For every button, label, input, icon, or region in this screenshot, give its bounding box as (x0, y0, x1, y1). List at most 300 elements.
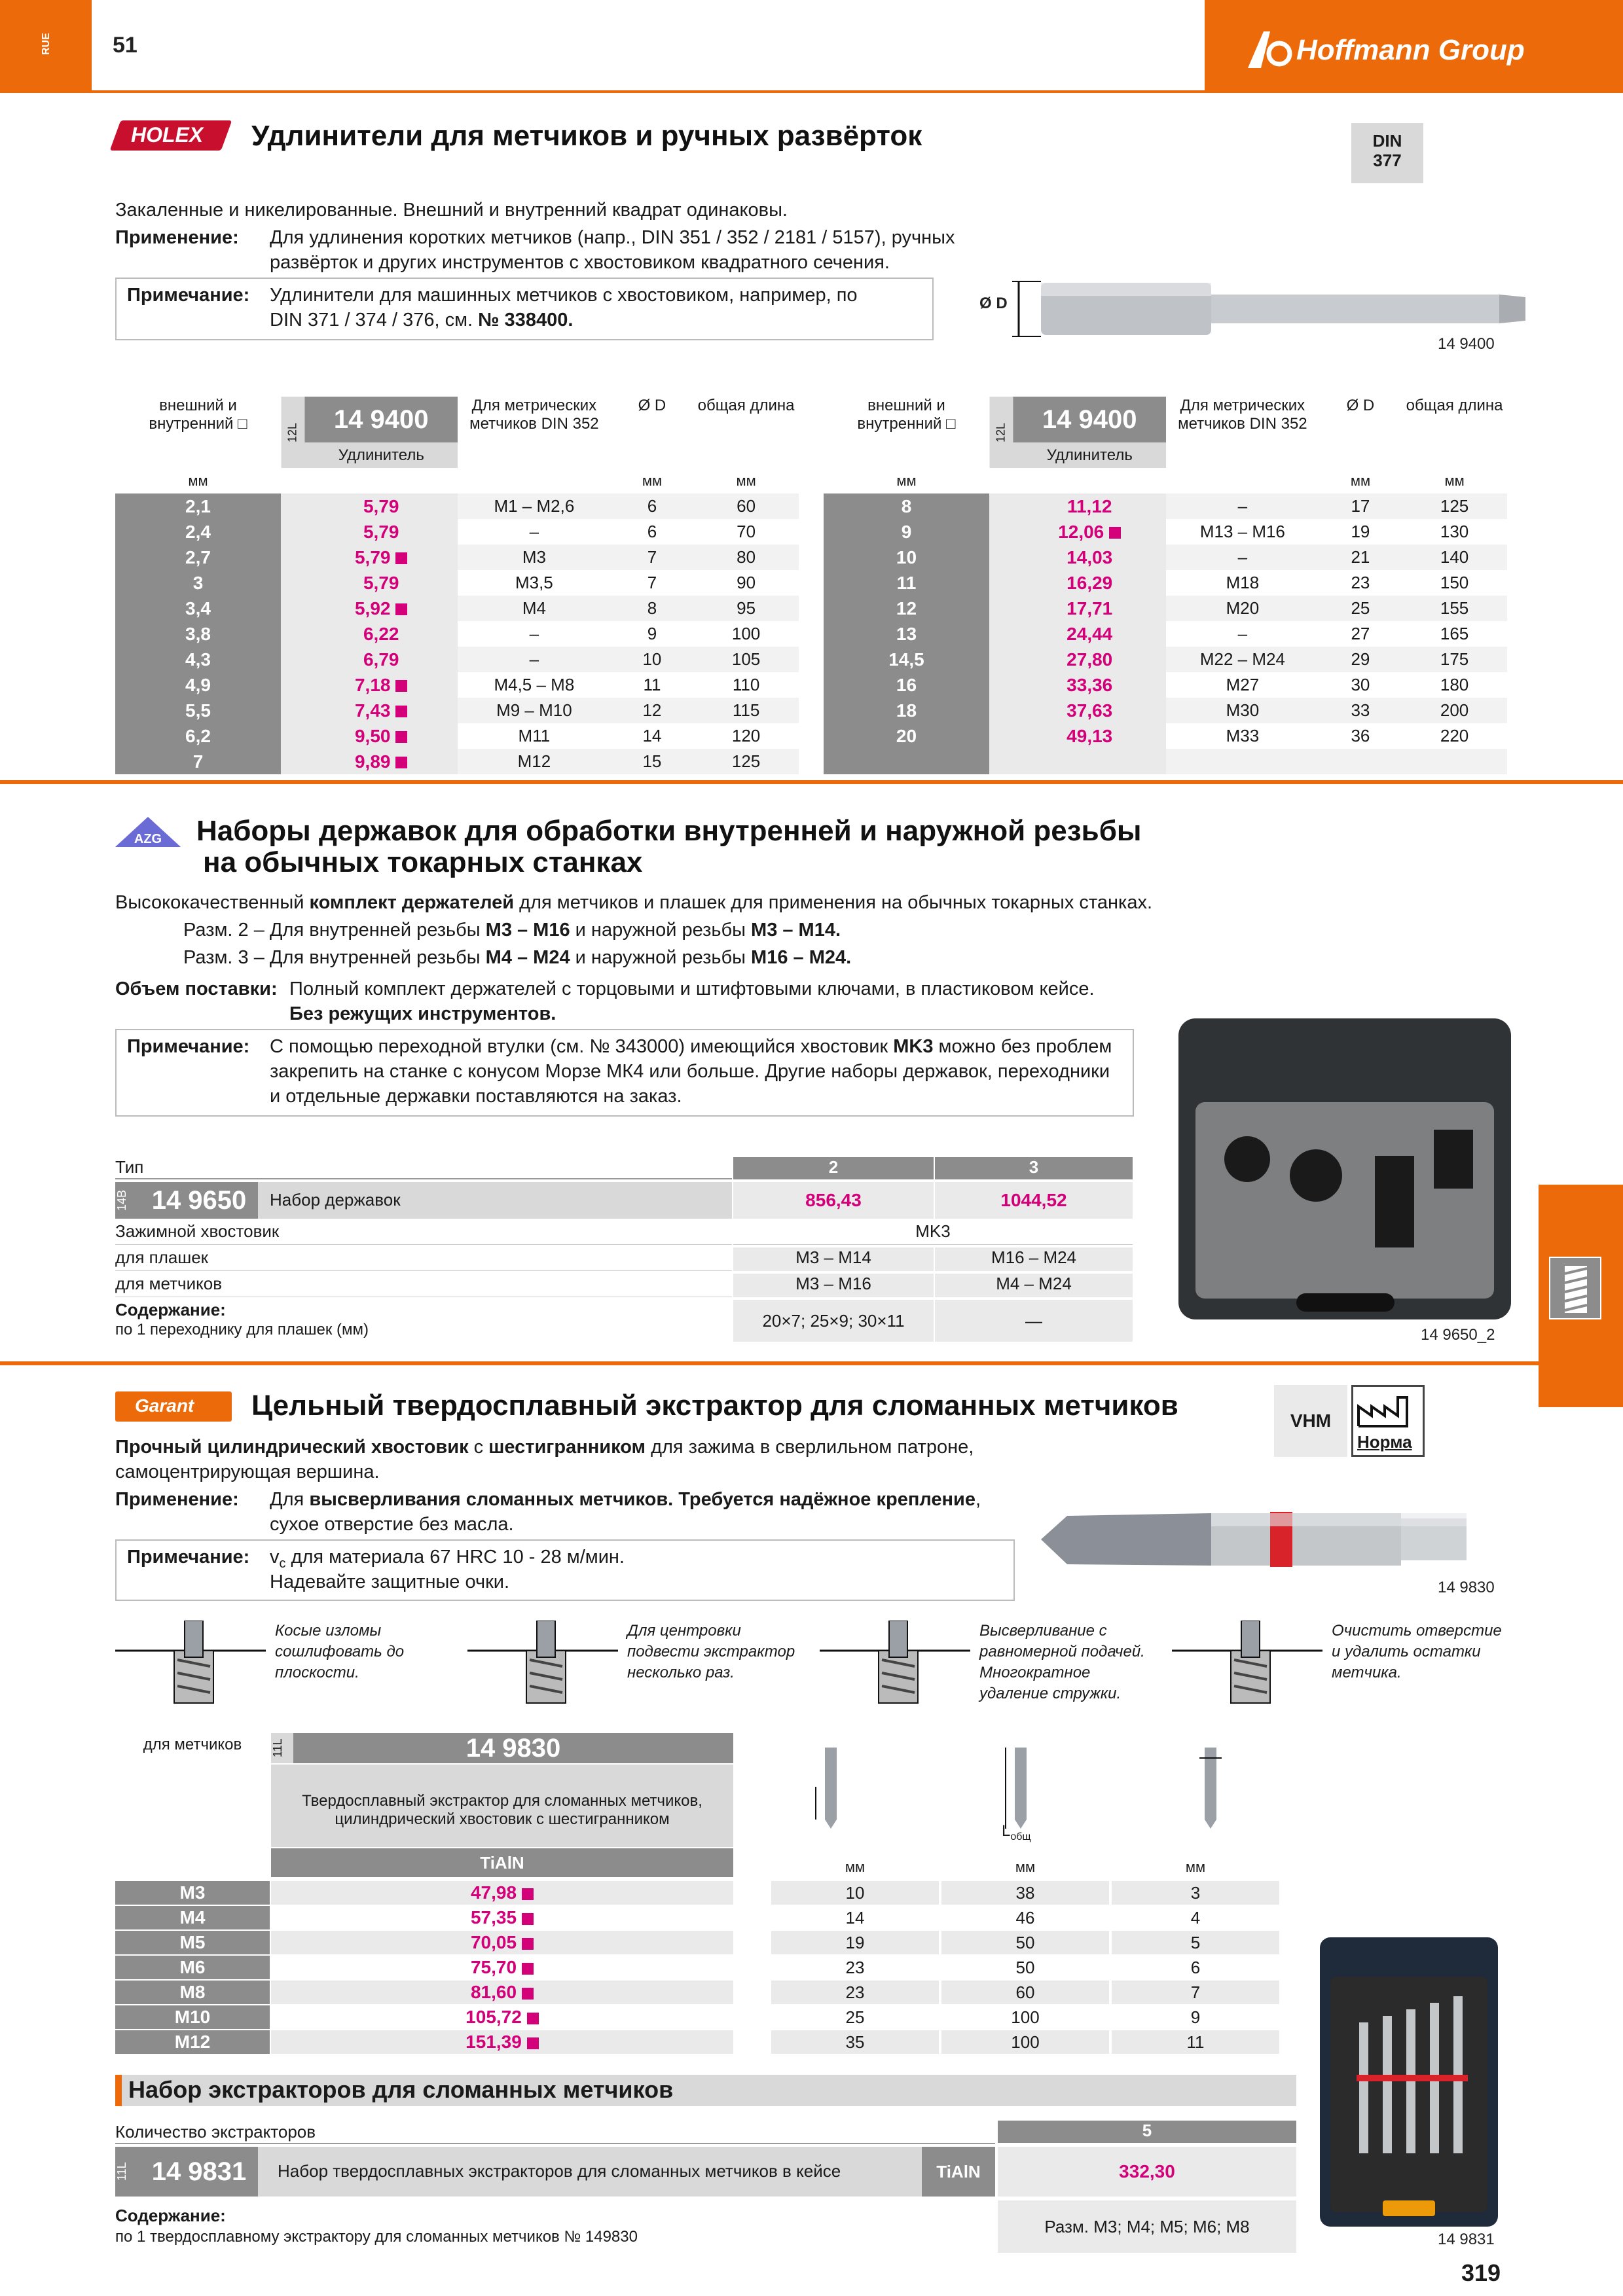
price-value: 81,60 (470, 1982, 517, 2002)
price-cell (1013, 672, 1166, 698)
dim-cell: 100 (941, 2005, 1109, 2029)
din-label: DIN (1372, 131, 1402, 151)
vhm-badge: VHM (1274, 1385, 1347, 1457)
size-cell: M12 (115, 2030, 270, 2054)
stock-mark-icon (395, 757, 407, 768)
d-cell: 36 (1351, 726, 1370, 745)
dim-cell: 9 (1112, 2005, 1279, 2029)
extractor-image-caption: 14 9830 (1438, 1579, 1495, 1596)
process-step-text: Для центровки подвести экстрактор несколько раз. (627, 1622, 795, 1681)
extension-image-caption: 14 9400 (1438, 335, 1495, 353)
price-cell (304, 570, 458, 596)
section1-application-text: Для удлинения коротких метчиков (напр., DIN 351 / 352 / 2181 / 5157), ручных развёрток и других инструментов с хвостовиком квадратного сечения. (270, 227, 955, 273)
unit: мм (736, 472, 756, 489)
stock-mark-icon (527, 2037, 539, 2049)
metric-cell: M33 (1226, 726, 1260, 745)
norm-badge (1351, 1385, 1425, 1457)
size-cell: 3 (115, 570, 281, 596)
unit: мм (188, 472, 208, 489)
table-row (115, 698, 799, 723)
price-value: 5,79 (363, 495, 399, 516)
section2-size3: Разм. 3 – Для внутренней резьбы M4 – M24 и наружной резьбы M16 – M24. (183, 947, 852, 968)
type-2: 2 (733, 1157, 934, 1179)
size-cell: 7 (115, 749, 281, 774)
drill-length-icon (1000, 1741, 1040, 1833)
table-row (824, 519, 1507, 545)
size-cell: 13 (824, 621, 989, 647)
dim-cell: 23 (771, 1956, 939, 1979)
l-total-label: $L_{общ}$ (1002, 1822, 1031, 1842)
metric-cell: M11 (518, 726, 551, 745)
col-size-header: внешний и внутренний □ (857, 397, 956, 433)
size-cell: 2,7 (115, 545, 281, 570)
col-article-header: 14 9400 (1013, 397, 1166, 442)
d-cell: 7 (647, 573, 657, 592)
d-cell: 33 (1319, 698, 1402, 723)
shank-label: Зажимной хвостовик (115, 1221, 732, 1245)
stock-mark-icon (1109, 527, 1121, 539)
col-metric-header: Для метрических метчиков DIN 352 (469, 397, 599, 433)
section3-desc-line2: самоцентрирующая вершина. (115, 1462, 380, 1482)
size-cell: 11 (824, 570, 989, 596)
price-cell (304, 647, 458, 672)
svg-text:AZG: AZG (134, 832, 162, 846)
table-row (824, 723, 1507, 749)
holder-table (115, 1157, 1133, 1342)
price-value: 49,13 (1067, 725, 1113, 746)
col-pack-header: 12L (989, 397, 1013, 468)
len-cell: 110 (732, 675, 760, 694)
section-divider (0, 1361, 1623, 1365)
len-cell: 130 (1440, 522, 1469, 541)
metric-cell: M12 (458, 749, 611, 774)
dim-cell: 50 (941, 1956, 1109, 1979)
price-value: 5,79 (363, 521, 399, 542)
price-cell (1013, 723, 1166, 749)
section1-note-label: Примечание: (127, 285, 250, 306)
col-metric-header: Для метрических метчиков DIN 352 (1178, 397, 1307, 433)
table-row (115, 749, 799, 774)
extractor-set-image-caption: 14 9831 (1438, 2231, 1495, 2248)
holex-logo-text: HOLEX (131, 123, 204, 147)
price-cell (1013, 493, 1166, 519)
hoffmann-logo-icon (1248, 31, 1294, 68)
pack-cell (281, 545, 304, 570)
metric-cell: M3 (458, 545, 611, 570)
size-cell: 8 (824, 493, 989, 519)
price-value: 75,70 (470, 1957, 517, 1977)
pack-cell (989, 570, 1013, 596)
len-cell: 200 (1402, 698, 1507, 723)
price-value: 6,22 (363, 623, 399, 644)
metric-cell: – (458, 647, 611, 672)
price-cell (304, 672, 458, 698)
unit: мм (642, 472, 663, 489)
qty-label: Количество экстракторов (115, 2122, 995, 2144)
d-cell: 15 (611, 749, 693, 774)
table-row (824, 698, 1507, 723)
article-desc: Твердосплавный экстрактор для сломанных метчиков, цилиндрический хвостовик с шестигранником (271, 1765, 733, 1847)
price-cell (271, 2005, 733, 2029)
section1-desc: Закаленные и никелированные. Внешний и внутренний квадрат одинаковы. (115, 200, 788, 221)
size-cell: 6,2 (115, 723, 281, 749)
table-row (824, 493, 1507, 519)
price-value: 6,79 (363, 649, 399, 670)
price-value: 24,44 (1067, 623, 1113, 644)
d-cell: 11 (643, 675, 661, 694)
metric-cell: M4 (458, 596, 611, 621)
metric-cell: M20 (1166, 596, 1319, 621)
price-value: 7,43 (354, 700, 391, 721)
pack-cell (281, 672, 304, 698)
metric-cell: M9 – M10 (458, 698, 611, 723)
extension-table-right (824, 397, 1507, 774)
section2-scope-bold: Без режущих инструментов. (289, 1003, 556, 1024)
pack-cell (989, 596, 1013, 621)
size-cell: 16 (824, 672, 989, 698)
unit: мм (1015, 1859, 1036, 1875)
stock-mark-icon (395, 731, 407, 743)
len-cell: 155 (1402, 596, 1507, 621)
unit: мм (896, 472, 917, 489)
col-article-sub: Удлинитель (304, 442, 458, 468)
type-label: Тип (115, 1157, 144, 1177)
metric-cell: M1 – M2,6 (458, 493, 611, 519)
pack-cell (989, 545, 1013, 570)
d-cell: 27 (1351, 624, 1370, 643)
price-cell (271, 1906, 733, 1929)
section2-size2: Разм. 2 – Для внутренней резьбы M3 – M16 и наружной резьбы M3 – M14. (183, 920, 841, 941)
col-len-header: общая длина (697, 397, 795, 414)
price-cell (271, 2030, 733, 2054)
d-cell: 6 (611, 493, 693, 519)
coating-header: TiAlN (271, 1848, 733, 1877)
size-cell: 20 (824, 723, 989, 749)
size-cell: M10 (115, 2005, 270, 2029)
section4-orange-mark (115, 2075, 122, 2106)
size-cell: M4 (115, 1906, 270, 1929)
pack-cell (989, 647, 1013, 672)
section1-note-ref: № 338400. (478, 310, 574, 331)
pack-code: 11L (115, 2147, 140, 2197)
price-cell (304, 698, 458, 723)
price-cell (1013, 621, 1166, 647)
price-cell (1013, 749, 1166, 774)
metric-cell: M18 (1226, 573, 1260, 592)
metric-cell: M13 – M16 (1199, 522, 1285, 541)
type-3: 3 (935, 1157, 1133, 1179)
pack-cell (281, 493, 304, 519)
size-cell: M3 (115, 1881, 270, 1905)
table-row (824, 647, 1507, 672)
pack-cell (989, 672, 1013, 698)
size-cell: 3,4 (115, 596, 281, 621)
size-cell (824, 749, 989, 774)
taps-label: для метчиков (115, 1274, 732, 1297)
extension-d-label: Ø D (979, 295, 1008, 312)
price-value: 9,50 (354, 725, 391, 746)
unit: мм (845, 1859, 866, 1875)
pack-code: 14B (115, 1182, 140, 1219)
price-3: 1044,52 (935, 1182, 1133, 1219)
dim-cell: 3 (1112, 1881, 1279, 1905)
table-row (824, 672, 1507, 698)
table-row (824, 545, 1507, 570)
table-row (824, 596, 1507, 621)
dim-cell: 7 (1112, 1981, 1279, 2004)
section2-scope-text: Полный комплект держателей с торцовыми и штифтовыми ключами, в пластиковом кейсе. (289, 978, 1095, 999)
size-cell: 5,5 (115, 698, 281, 723)
dim-cell: 35 (771, 2030, 939, 2054)
coating: TiAlN (922, 2147, 995, 2197)
unit: мм (1350, 472, 1371, 489)
col-for-header: для метчиков (143, 1736, 242, 1753)
pack-cell (281, 749, 304, 774)
section3-note-label: Примечание: (127, 1547, 250, 1568)
article-number: 14 9830 (293, 1733, 733, 1763)
table-row (115, 621, 799, 647)
din-number: 377 (1373, 151, 1402, 170)
price-cell (304, 545, 458, 570)
price-2: 856,43 (733, 1182, 934, 1219)
len-cell: 105 (693, 647, 799, 672)
table-row (115, 647, 799, 672)
taps-3: M4 – M24 (935, 1274, 1133, 1297)
d-cell: 30 (1351, 675, 1370, 694)
d-cell: 9 (647, 624, 657, 643)
article-number: 14 9650 (140, 1182, 258, 1219)
brand-name: Hoffmann Group (1296, 34, 1525, 66)
content-2: 20×7; 25×9; 30×11 (733, 1300, 934, 1342)
metric-cell: – (529, 624, 539, 643)
price-cell (1013, 596, 1166, 621)
price-value: 17,71 (1067, 598, 1113, 619)
extension-table-left (115, 397, 799, 774)
stock-mark-icon (395, 706, 407, 717)
section3-application-text2: сухое отверстие без масла. (270, 1514, 514, 1535)
len-cell: 125 (693, 749, 799, 774)
stock-mark-icon (395, 552, 407, 564)
d-cell: 10 (611, 647, 693, 672)
price-cell (1013, 545, 1166, 570)
d-cell: 21 (1319, 545, 1402, 570)
article-number: 14 9831 (140, 2147, 258, 2197)
metric-cell: – (1166, 493, 1319, 519)
price-value: 5,79 (354, 547, 391, 567)
len-cell: 100 (731, 624, 761, 643)
d-cell: 23 (1351, 573, 1370, 592)
col-d-header: Ø D (1346, 397, 1375, 414)
dim-cell: 6 (1112, 1956, 1279, 1979)
pack-cell (281, 519, 304, 545)
section2-title-line1: Наборы державок для обработки внутренней и наружной резьбы (196, 815, 1142, 847)
metric-cell: – (1166, 545, 1319, 570)
price-cell (304, 723, 458, 749)
price-cell (304, 621, 458, 647)
price-cell (304, 493, 458, 519)
pack-cell (989, 749, 1013, 774)
article-name: Набор твердосплавных экстракторов для сломанных метчиков в кейсе (278, 2161, 841, 2181)
price-value: 16,29 (1067, 572, 1113, 593)
len-cell: 140 (1402, 545, 1507, 570)
section3-note-line1: $v_c$ для материала 67 HRC 10 - 28 м/мин. (270, 1547, 625, 1571)
content-sub: по 1 переходнику для плашек (мм) (115, 1321, 369, 1338)
process-step-text: Косые изломы сошлифовать до плоскости. (275, 1622, 405, 1681)
factory-icon (1353, 1392, 1423, 1431)
size-cell: M8 (115, 1981, 270, 2004)
metric-cell: – (529, 522, 539, 541)
content-label: Содержание: (115, 2206, 226, 2225)
price-value: 14,03 (1067, 547, 1113, 567)
table-row (115, 545, 799, 570)
d-cell: 6 (647, 522, 657, 541)
dim-cell: 25 (771, 2005, 939, 2029)
set-price: 332,30 (998, 2147, 1296, 2197)
price-value: 5,79 (363, 572, 399, 593)
din-badge (1351, 123, 1423, 183)
price-cell (1013, 519, 1166, 545)
dim-cell: 10 (771, 1881, 939, 1905)
extractor-image (1041, 1503, 1499, 1575)
len-cell: 175 (1402, 647, 1507, 672)
section3-note-line2: Надевайте защитные очки. (270, 1571, 510, 1592)
dim-cell: 38 (941, 1881, 1109, 1905)
section4-title: Набор экстракторов для сломанных метчиков (128, 2076, 674, 2103)
size-cell: M6 (115, 1956, 270, 1979)
len-cell (1402, 749, 1507, 774)
process-step-text: Высверливание с равномерной подачей. Многократное удаление стружки. (979, 1622, 1145, 1702)
extractor-set-case-image (1320, 1937, 1498, 2227)
d-cell: 12 (611, 698, 693, 723)
price-value: 47,98 (470, 1882, 517, 1903)
shank-diameter-icon (1190, 1741, 1230, 1833)
size-cell: M5 (115, 1931, 270, 1954)
price-value: 37,63 (1067, 700, 1113, 721)
pack-cell (281, 647, 304, 672)
pack-cell (281, 698, 304, 723)
set-table (115, 2121, 1296, 2288)
size-cell: 18 (824, 698, 989, 723)
pack-code: 11L (271, 1733, 293, 1763)
metric-cell (1166, 749, 1319, 774)
size-cell: 2,1 (115, 493, 281, 519)
dim-cell: 4 (1112, 1906, 1279, 1929)
pack-cell (281, 621, 304, 647)
metric-cell: M4,5 – M8 (494, 675, 575, 694)
size-cell: 4,9 (115, 672, 281, 698)
price-cell (304, 519, 458, 545)
content-label: Содержание: (115, 1300, 226, 1319)
pack-cell (989, 519, 1013, 545)
dim-cell: 100 (941, 2030, 1109, 2054)
col-article-header: 14 9400 (304, 397, 458, 442)
table-row (824, 621, 1507, 647)
section3-application-label: Применение: (115, 1489, 239, 1510)
dim-cell: 50 (941, 1931, 1109, 1954)
metric-cell: M3,5 (515, 573, 553, 592)
price-cell (271, 1881, 733, 1905)
price-cell (1013, 570, 1166, 596)
unit: мм (1444, 472, 1465, 489)
section3-desc-line1: Прочный цилиндрический хвостовик с шестигранником для зажима в сверлильном патроне, (115, 1437, 974, 1458)
stock-mark-icon (395, 603, 407, 615)
dim-cell: 46 (941, 1906, 1109, 1929)
process-step-icon (1172, 1621, 1322, 1706)
price-value: 105,72 (465, 2007, 522, 2027)
dies-label: для плашек (115, 1247, 732, 1271)
stock-mark-icon (522, 1988, 534, 2000)
col-d-header: Ø D (638, 397, 666, 414)
size-cell: 2,4 (115, 519, 281, 545)
process-step-text: Очистить отверстие и удалить остатки метчика. (1332, 1622, 1502, 1681)
dim-cell: 60 (941, 1981, 1109, 2004)
table-row (824, 749, 1507, 774)
dies-2: M3 – M14 (733, 1247, 934, 1271)
len-cell: 125 (1402, 493, 1507, 519)
metric-cell: M30 (1166, 698, 1319, 723)
section2-desc: Высококачественный комплект держателей для метчиков и плашек для применения на обычных токарных станках. (115, 892, 1153, 913)
stock-mark-icon (522, 1963, 534, 1975)
holder-set-image-caption: 14 9650_2 (1421, 1326, 1495, 1344)
dies-3: M16 – M24 (935, 1247, 1133, 1271)
unit: мм (1185, 1859, 1206, 1875)
price-value: 7,18 (354, 674, 391, 695)
price-value: 27,80 (1067, 649, 1113, 670)
qty-value: 5 (998, 2121, 1296, 2143)
len-cell: 150 (1440, 573, 1469, 592)
table-row (824, 570, 1507, 596)
d-cell: 25 (1319, 596, 1402, 621)
d-cell (1319, 749, 1402, 774)
size-cell: 9 (824, 519, 989, 545)
dim-cell: 23 (771, 1981, 939, 2004)
dim-cell: 19 (771, 1931, 939, 1954)
dim-cell: 11 (1112, 2030, 1279, 2054)
len-cell: 180 (1440, 675, 1469, 694)
pack-cell (281, 570, 304, 596)
price-cell (271, 1981, 733, 2004)
pack-cell (989, 698, 1013, 723)
table-row (115, 570, 799, 596)
norm-label: Норма (1357, 1432, 1412, 1452)
size-cell: 4,3 (115, 647, 281, 672)
content-3: — (935, 1300, 1133, 1342)
price-cell (271, 1956, 733, 1979)
len-cell: 120 (731, 726, 761, 745)
metric-cell: M22 – M24 (1166, 647, 1319, 672)
content-value: Разм. M3; M4; M5; M6; M8 (998, 2200, 1296, 2253)
pack-cell (281, 723, 304, 749)
dim-cell: 14 (771, 1906, 939, 1929)
col-len-header: общая длина (1406, 397, 1503, 414)
stock-mark-icon (527, 2013, 539, 2024)
section1-note-line1: Удлинители для машинных метчиков с хвостовиком, например, по (270, 285, 858, 306)
pack-cell (281, 596, 304, 621)
dim-cell: 5 (1112, 1931, 1279, 1954)
process-step-icon (467, 1621, 618, 1706)
section3-title: Цельный твердосплавный экстрактор для сломанных метчиков (251, 1390, 1178, 1422)
price-value: 70,05 (470, 1932, 517, 1952)
language-tag: RUE (41, 33, 52, 55)
article-name: Набор державок (270, 1190, 401, 1210)
type-header-row (115, 1157, 732, 1179)
d-cell: 17 (1319, 493, 1402, 519)
d-cell: 29 (1319, 647, 1402, 672)
section2-scope-label: Объем поставки: (115, 978, 278, 999)
price-cell (304, 749, 458, 774)
section2-note-text: С помощью переходной втулки (см. № 343000) имеющийся хвостовик MK3 можно без проблем закрепить на станке с конусом Морзе МК4 или больше. Другие наборы державок, переходники и отдельные державки поставляются на заказ. (270, 1036, 1112, 1107)
section3-application-text: Для высверливания сломанных метчиков. Требуется надёжное крепление, (270, 1489, 981, 1510)
